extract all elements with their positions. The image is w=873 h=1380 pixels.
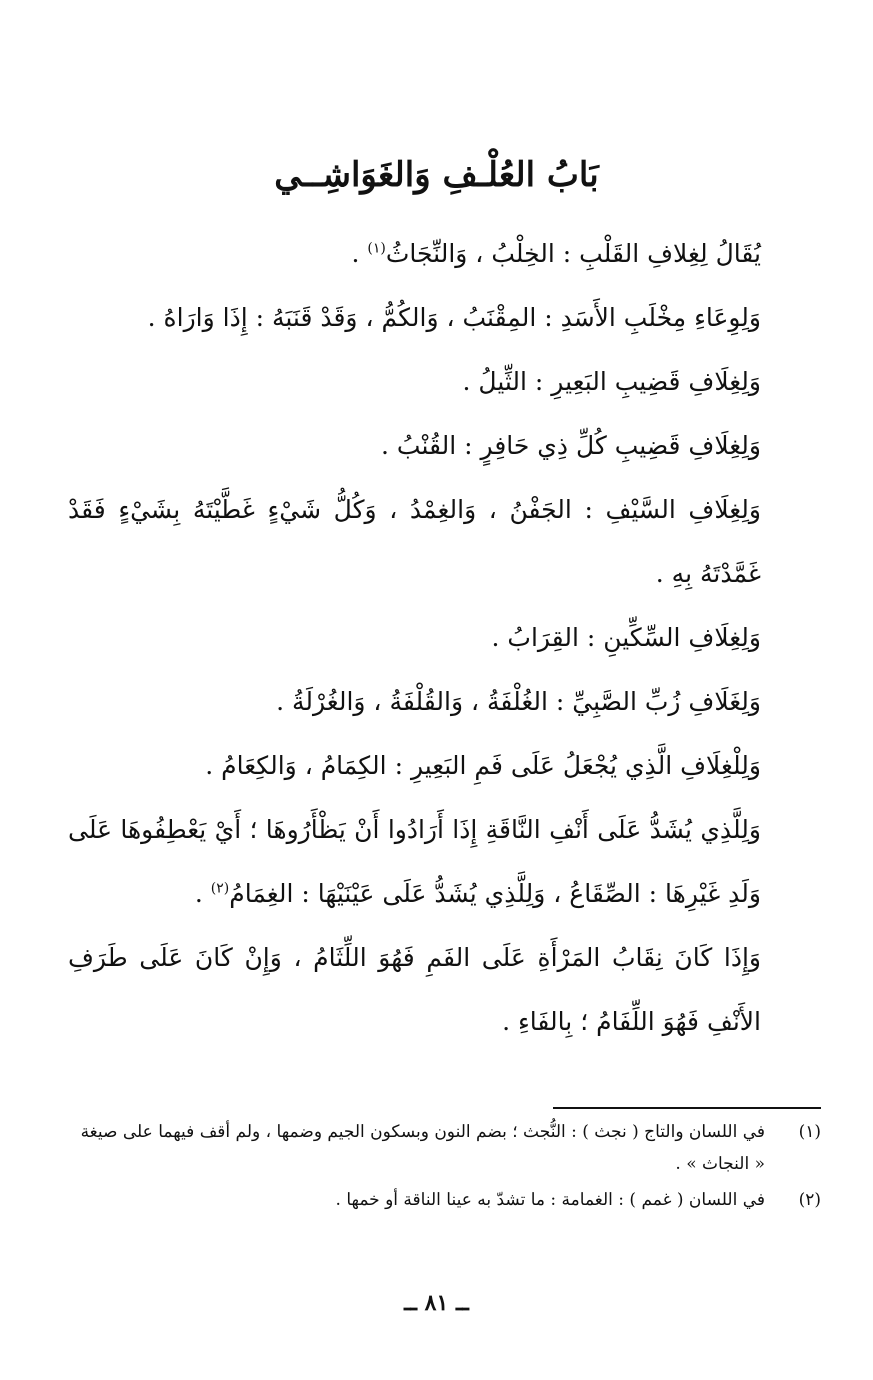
paragraph: وَإِذَا كَانَ نِقَابُ المَرْأَةِ عَلَى الفَمِ فَهُوَ اللِّثَامُ ، وَإِنْ كَانَ عَلَى طَرَفِ الأَنْفِ فَهُوَ اللِّفَامُ ؛ بِالفَاءِ .: [68, 943, 761, 1036]
paragraph: وَلِغَلَافِ زُبِّ الصَّبِيِّ : الغُلْفَةُ ، وَالقُلْفَةُ ، وَالغُرْلَةُ .: [276, 687, 761, 716]
paragraph: وَلِغِلَافِ السِّكِّينِ : القِرَابُ .: [491, 623, 761, 652]
footnote: [66, 1116, 821, 1180]
footnote-text: في اللسان والتاج ( نجث ) : النُّجث ؛ بضم النون وبسكون الجيم وضمها ، ولم أقف فيهما على صيغة « النجاث » .: [80, 1122, 765, 1174]
footnote-number: (٢): [798, 1190, 821, 1210]
footnotes: [66, 1116, 821, 1220]
main-text: [68, 222, 823, 1054]
paragraph: يُقَالُ لِغِلافِ القَلْبِ : الخِلْبُ ، وَالنِّجَاثُ$^{(١)}$ .: [351, 239, 761, 268]
footnote: [66, 1184, 821, 1216]
paragraph: وَلِغِلَافِ السَّيْفِ : الجَفْنُ ، وَالغِمْدُ ، وَكُلُّ شَيْءٍ غَطَّيْتَهُ بِشَيْءٍ فَقَدْ غَمَّدْتَهُ بِهِ .: [68, 495, 761, 588]
footnote-text: في اللسان ( غمم ) : الغمامة : ما تشدّ به عينا الناقة أو خمها .: [335, 1190, 765, 1210]
footnote-number: (١): [798, 1122, 821, 1142]
paragraph: وَلِلْغِلَافِ الَّذِي يُجْعَلُ عَلَى فَمِ البَعِيرِ : الكِمَامُ ، وَالكِعَامُ .: [205, 751, 761, 780]
chapter-title: بَابُ العُلْـفِ وَالغَوَاشِــي: [274, 155, 599, 195]
footnote-divider: [553, 1107, 821, 1109]
paragraph: وَلِوِعَاءِ مِخْلَبِ الأَسَدِ : المِقْنَبُ ، وَالكُمُّ ، وَقَدْ قَنَبَهُ : إِذَا وَارَاهُ .: [147, 303, 761, 332]
footnote-ref[interactable]: (٢): [210, 880, 230, 897]
footnote-ref[interactable]: (١): [367, 240, 386, 257]
paragraph: وَلِغِلَافِ قَضِيبِ البَعِيرِ : الثِّيلُ .: [462, 367, 761, 396]
paragraph: وَلِغِلَافِ قَضِيبِ كُلِّ ذِي حَافِرٍ : القُنْبُ .: [381, 431, 761, 460]
paragraph: وَلِلَّذِي يُشَدُّ عَلَى أَنْفِ النَّاقَةِ إِذَا أَرَادُوا أَنْ يَظْأَرُوهَا ؛ أَيْ يَعْطِفُوهَا عَلَى وَلَدِ غَيْرِهَا : الصِّقَاعُ ، وَلِلَّذِي يُشَدُّ عَلَى عَيْنَيْهَا : الغِمَامُ$^{(٢)}$ .: [68, 815, 761, 908]
page-number: ــ ٨١ ــ: [404, 1290, 469, 1316]
